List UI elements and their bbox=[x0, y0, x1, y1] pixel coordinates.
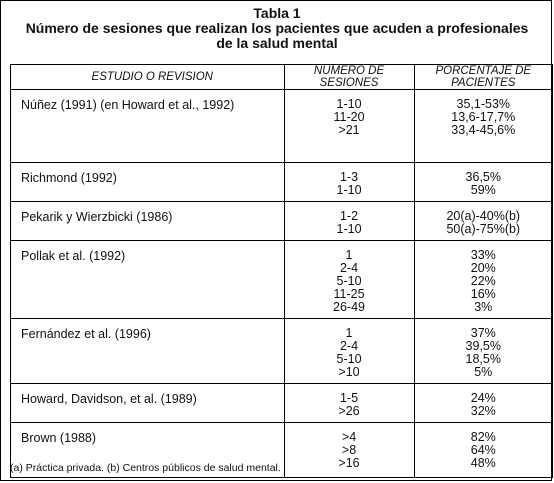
study-name: Howard, Davidson, et al. (1989) bbox=[21, 392, 197, 406]
percent-cell bbox=[414, 384, 552, 423]
session-range: >10 bbox=[338, 365, 360, 379]
percent-value: 20% bbox=[470, 261, 496, 275]
sessions-table bbox=[10, 64, 553, 478]
percent-cell bbox=[414, 90, 552, 163]
study-cell bbox=[11, 163, 285, 202]
study-name: Pekarik y Wierzbicki (1986) bbox=[21, 210, 173, 224]
table-row bbox=[11, 241, 553, 319]
percent-value: 59% bbox=[470, 183, 496, 197]
table-row bbox=[11, 202, 553, 241]
header-row bbox=[11, 65, 553, 90]
session-range: 1-10 bbox=[336, 183, 362, 197]
session-range: 1-2 bbox=[339, 209, 359, 223]
study-cell bbox=[11, 202, 285, 241]
session-range: 11-20 bbox=[333, 110, 365, 124]
title-line-3: de la salud mental bbox=[216, 35, 338, 51]
percent-value: 20(a)-40%(b) bbox=[446, 209, 521, 223]
percent-value: 35,1-53% bbox=[456, 97, 511, 111]
header-study: ESTUDIO O REVISION bbox=[11, 65, 285, 90]
percent-value: 50(a)-75%(b) bbox=[446, 222, 521, 236]
percent-cell bbox=[414, 202, 552, 241]
percent-cell bbox=[414, 163, 552, 202]
percent-value: 64% bbox=[470, 443, 496, 457]
percent-cell bbox=[414, 241, 552, 319]
study-cell bbox=[11, 319, 285, 384]
session-range: 2-4 bbox=[339, 339, 359, 353]
percent-value: 13,6-17,7% bbox=[451, 110, 516, 124]
percent-value: 24% bbox=[470, 391, 496, 405]
session-range: 1-5 bbox=[339, 391, 359, 405]
session-range: >21 bbox=[338, 123, 360, 137]
sessions-cell bbox=[284, 384, 414, 423]
session-range: 2-4 bbox=[339, 261, 359, 275]
session-range: 1 bbox=[345, 248, 353, 262]
study-cell bbox=[11, 384, 285, 423]
table-row bbox=[11, 384, 553, 423]
session-range: >16 bbox=[338, 456, 360, 470]
percent-value: 22% bbox=[470, 274, 496, 288]
percent-cell bbox=[414, 423, 552, 478]
percent-value: 48% bbox=[470, 456, 496, 470]
percent-value: 39,5% bbox=[465, 339, 501, 353]
sessions-cell bbox=[284, 163, 414, 202]
session-range: >8 bbox=[341, 443, 357, 457]
percent-value: 33,4-45,6% bbox=[451, 123, 516, 137]
session-range: >4 bbox=[341, 430, 357, 444]
sessions-cell bbox=[284, 319, 414, 384]
session-range: >26 bbox=[338, 404, 360, 418]
session-range: 11-25 bbox=[333, 287, 365, 301]
table-row bbox=[11, 90, 553, 163]
percent-value: 32% bbox=[470, 404, 496, 418]
session-range: 1-10 bbox=[336, 97, 362, 111]
percent-value: 3% bbox=[474, 300, 493, 314]
percent-value: 36,5% bbox=[465, 170, 501, 184]
footnote: (a) Práctica privada. (b) Centros públicos de salud mental. bbox=[10, 462, 281, 474]
session-range: 1-3 bbox=[339, 170, 359, 184]
study-name: Núñez (1991) (en Howard et al., 1992) bbox=[21, 98, 235, 112]
percent-value: 16% bbox=[470, 287, 496, 301]
study-cell bbox=[11, 241, 285, 319]
session-range: 1-10 bbox=[336, 222, 362, 236]
study-name: Pollak et al. (1992) bbox=[21, 249, 126, 263]
percent-value: 5% bbox=[474, 365, 493, 379]
table-row bbox=[11, 319, 553, 384]
percent-value: 82% bbox=[470, 430, 496, 444]
session-range: 5-10 bbox=[336, 352, 362, 366]
session-range: 26-49 bbox=[333, 300, 366, 314]
study-name: Fernández et al. (1996) bbox=[21, 327, 151, 341]
session-range: 1 bbox=[345, 326, 353, 340]
sessions-cell bbox=[284, 241, 414, 319]
sessions-cell bbox=[284, 202, 414, 241]
header-sessions: NUMERO DE SESIONES bbox=[284, 65, 414, 90]
study-name: Richmond (1992) bbox=[21, 171, 117, 185]
table-title bbox=[0, 6, 554, 51]
sessions-cell bbox=[284, 90, 414, 163]
title-line-1: Tabla 1 bbox=[253, 5, 301, 21]
table-row bbox=[11, 163, 553, 202]
percent-value: 37% bbox=[470, 326, 496, 340]
study-cell bbox=[11, 90, 285, 163]
title-line-2: Número de sesiones que realizan los pacientes que acuden a profesionales bbox=[25, 20, 529, 36]
percent-value: 33% bbox=[470, 248, 496, 262]
sessions-cell bbox=[284, 423, 414, 478]
percent-value: 18,5% bbox=[465, 352, 501, 366]
header-percent: PORCENTAJE DE PACIENTES bbox=[414, 65, 552, 90]
percent-cell bbox=[414, 319, 552, 384]
study-name: Brown (1988) bbox=[21, 431, 97, 445]
session-range: 5-10 bbox=[336, 274, 362, 288]
